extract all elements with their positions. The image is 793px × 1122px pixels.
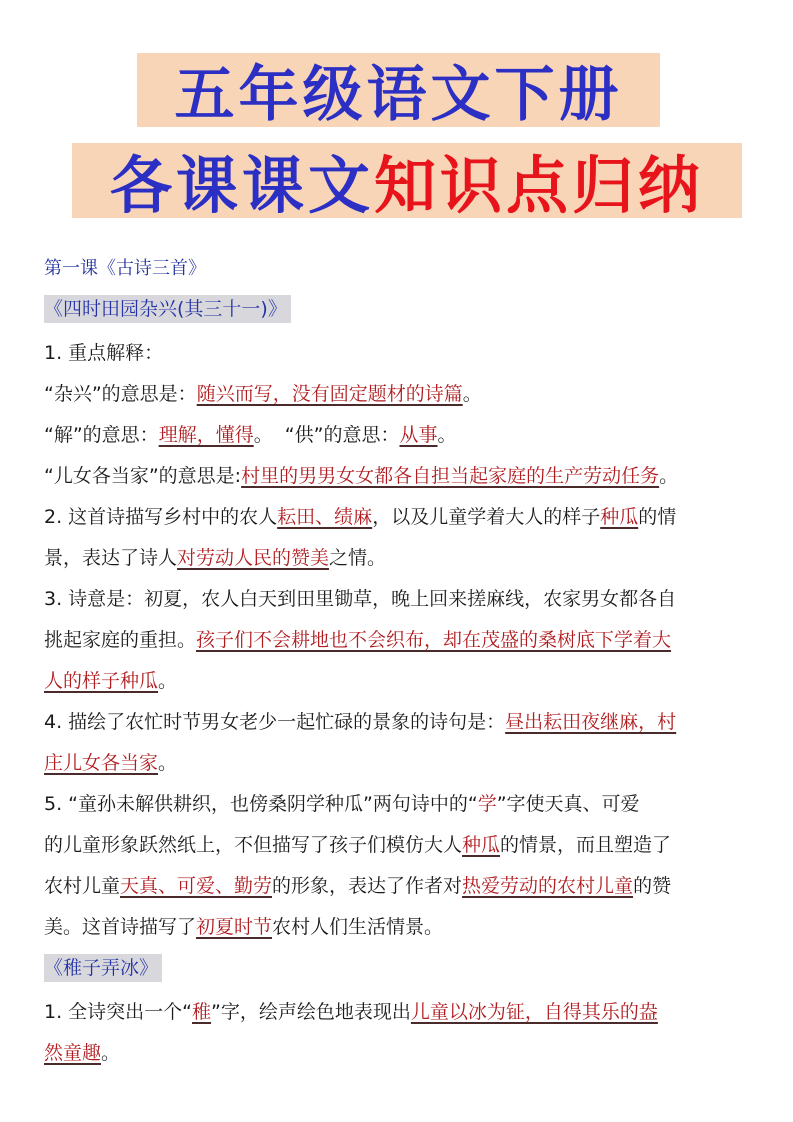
punct: 。: [158, 752, 178, 774]
text: 美。这首诗描写了: [44, 916, 197, 938]
text: 2. 这首诗描写乡村中的农人: [44, 506, 278, 528]
text: ，以及儿童学着大人的样子: [372, 506, 601, 528]
item5-line2: [44, 825, 754, 866]
punct: 。: [101, 1042, 121, 1064]
key-answer: 孩子们不会耕地也不会织布，却在茂盛的桑树底下学着大: [196, 629, 672, 651]
item1-line-b: [44, 415, 754, 456]
item2-line2: [44, 538, 754, 579]
key-answer: 耘田、绩麻: [277, 506, 373, 528]
key-answer: 从事: [399, 424, 438, 446]
text: 4. 描绘了农忙时节男女老少一起忙碌的景象的诗句是：: [44, 711, 506, 733]
text: 之情。: [329, 547, 387, 569]
text: 农村人们生活情景。: [272, 916, 444, 938]
text: 挑起家庭的重担。: [44, 629, 197, 651]
key-char: 稚: [192, 1001, 212, 1023]
key-answer: 初夏时节: [196, 916, 273, 938]
item5-line1: [44, 784, 754, 825]
punct: 。: [659, 465, 679, 487]
key-answer: 儿童以冰为钲，自得其乐的盎: [410, 1001, 658, 1023]
poem-header: 《稚子弄冰》: [44, 954, 162, 982]
item1-line-a: [44, 374, 754, 415]
title-banner-line1: [137, 53, 660, 130]
title-line2-red: 知识点归纳: [374, 149, 705, 222]
title-banner-line2: [72, 143, 742, 222]
poem1-header-row: [44, 289, 754, 333]
label: “儿女各当家”的意思是:: [44, 465, 242, 487]
key-answer: 随兴而写，没有固定题材的诗篇: [196, 383, 463, 405]
key-answer: 种瓜: [600, 506, 639, 528]
key-answer: 理解，懂得: [158, 424, 254, 446]
text: 的赞: [633, 875, 672, 897]
item2-line1: [44, 497, 754, 538]
label: “解”的意思：: [44, 424, 159, 446]
label: “杂兴”的意思是：: [44, 383, 197, 405]
item4-line2: [44, 743, 754, 784]
key-char: 学: [477, 793, 497, 815]
key-answer: 人的样子种瓜: [44, 670, 159, 692]
title-line2-blue: 各课课文: [109, 149, 374, 222]
label: 。 “供”的意思：: [253, 424, 400, 446]
document-body: [44, 248, 754, 1074]
text: 景，表达了诗人: [44, 547, 178, 569]
punct: 。: [437, 424, 457, 446]
key-answer: 种瓜: [462, 834, 501, 856]
text: 农村儿童: [44, 875, 121, 897]
item1-line-c: [44, 456, 754, 497]
item5-line3: [44, 866, 754, 907]
item4-line1: [44, 702, 754, 743]
item3-line1: 3. 诗意是：初夏，农人白天到田里锄草，晚上回来搓麻线，农家男女都各自: [44, 588, 677, 610]
text: 的形象，表达了作者对: [272, 875, 463, 897]
title-line1: 五年级语文下册: [174, 60, 623, 130]
text: 的情: [638, 506, 677, 528]
text: 的儿童形象跃然纸上，不但描写了孩子们模仿大人: [44, 834, 463, 856]
poem-header: 《四时田园杂兴(其三十一)》: [44, 295, 291, 323]
key-answer: 昼出耘田夜继麻，村: [505, 711, 677, 733]
key-answer: 天真、可爱、勤劳: [120, 875, 273, 897]
poem2-item1-line1: [44, 992, 754, 1033]
item3-line3: [44, 661, 754, 702]
key-answer: 热爱劳动的农村儿童: [462, 875, 634, 897]
key-answer: 对劳动人民的赞美: [177, 547, 330, 569]
text: ”字使天真、可爱: [496, 793, 640, 815]
poem2-item1-line2: [44, 1033, 754, 1074]
key-answer: 然童趣: [44, 1042, 102, 1064]
item5-line4: [44, 907, 754, 948]
poem2-header-row: [44, 948, 754, 992]
text: 1. 全诗突出一个“: [44, 1001, 193, 1023]
punct: 。: [158, 670, 178, 692]
key-answer: 庄儿女各当家: [44, 752, 159, 774]
text: 的情景，而且塑造了: [500, 834, 672, 856]
lesson-title: 第一课《古诗三首》: [44, 258, 206, 279]
item1-heading: 1. 重点解释：: [44, 342, 164, 364]
item3-line2: [44, 620, 754, 661]
punct: 。: [462, 383, 482, 405]
text: 5. “童孙未解供耕织，也傍桑阴学种瓜”两句诗中的“: [44, 793, 478, 815]
text: ”字，绘声绘色地表现出: [211, 1001, 411, 1023]
key-answer: 村里的男男女女都各自担当起家庭的生产劳动任务: [241, 465, 660, 487]
